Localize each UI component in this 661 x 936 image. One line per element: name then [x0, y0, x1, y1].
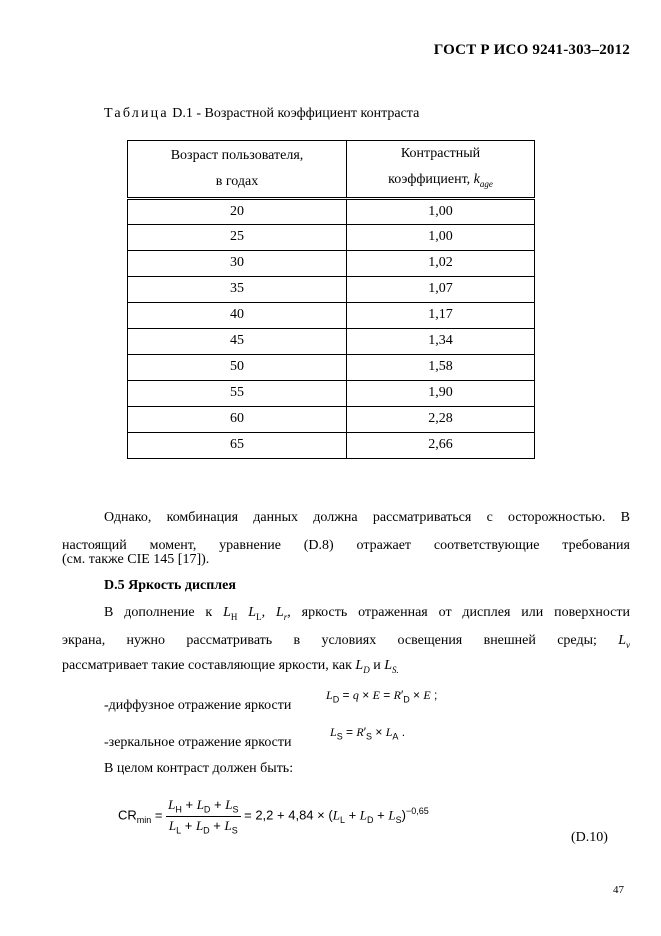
age-cell: 50 [128, 354, 347, 380]
header-age: Возраст пользователя, в годах [128, 141, 347, 199]
coefficient-cell: 1,00 [347, 198, 535, 224]
coefficient-cell: 1,02 [347, 250, 535, 276]
age-cell: 40 [128, 302, 347, 328]
table-row [128, 380, 535, 406]
table-row [128, 250, 535, 276]
contrast-formula: $CR_{min}$ = $\frac{L_H + L_D + L_S}{L_L + L_D + L_S}$ = $2,2 + 4,84 \times (L_L + L_D + L_S)^{-0,65}$ [118, 797, 429, 836]
coefficient-cell: 1,34 [347, 328, 535, 354]
caption-title: D.1 - Возрастной коэффициент контраста [168, 106, 420, 121]
diffuse-formula: $L_D = q \times E = R'_D \times E$ ; [326, 688, 438, 705]
table-row [128, 328, 535, 354]
age-cell: 60 [128, 406, 347, 432]
table-row [128, 276, 535, 302]
specular-label: -зеркальное отражение яркости [104, 735, 292, 750]
header-coefficient: Контрастный коэффициент, $k_{age}$ [347, 141, 535, 199]
age-cell: 20 [128, 198, 347, 224]
paragraph-luminance: В дополнение к $L_H$ $L_L$, $L_r$, яркость отраженная от дисплея или поверхности [104, 605, 631, 622]
table-row [128, 432, 535, 458]
age-contrast-table [127, 140, 535, 459]
formula-fraction: $\frac{L_H + L_D + L_S}{L_L + L_D + L_S}$ [168, 797, 239, 836]
table-row [128, 198, 535, 224]
equation-number: (D.10) [571, 830, 608, 845]
table-row [128, 406, 535, 432]
table-row [128, 354, 535, 380]
coefficient-cell: 1,58 [347, 354, 535, 380]
section-heading: D.5 Яркость дисплея [104, 578, 236, 593]
paragraph-luminance-line3: рассматривает такие составляющие яркости, как $L_D$ и $L_{S.}$ [62, 658, 399, 675]
general-contrast-text: В целом контраст должен быть: [104, 761, 294, 776]
age-cell: 55 [128, 380, 347, 406]
age-cell: 65 [128, 432, 347, 458]
coefficient-cell: 2,66 [347, 432, 535, 458]
paragraph-caution-line3: (см. также CIE 145 [17]). [62, 552, 210, 567]
age-cell: 35 [128, 276, 347, 302]
age-cell: 45 [128, 328, 347, 354]
table-row [128, 302, 535, 328]
coefficient-cell: 1,90 [347, 380, 535, 406]
caption-label: Таблица [104, 106, 169, 121]
document-header: ГОСТ Р ИСО 9241-303–2012 [433, 42, 630, 58]
specular-formula: $L_S = R'_S \times L_A$ . [330, 725, 406, 742]
age-cell: 25 [128, 224, 347, 250]
paragraph-caution-line2: настоящий момент, уравнение (D.8) отражает соответствующие требования [62, 538, 630, 553]
coefficient-cell: 1,17 [347, 302, 535, 328]
coefficient-cell: 1,07 [347, 276, 535, 302]
paragraph-luminance-line2: экрана, нужно рассматривать в условиях освещения внешней среды; $L_v$ [62, 633, 631, 650]
table-row [128, 224, 535, 250]
coefficient-cell: 2,28 [347, 406, 535, 432]
coefficient-cell: 1,00 [347, 224, 535, 250]
page-number: 47 [613, 884, 624, 896]
table-header-row [128, 141, 535, 199]
diffuse-label: -диффузное отражение яркости [104, 698, 292, 713]
table-caption [104, 106, 419, 122]
age-cell: 30 [128, 250, 347, 276]
paragraph-caution: Однако, комбинация данных должна рассматриваться с осторожностью. В [104, 510, 630, 525]
